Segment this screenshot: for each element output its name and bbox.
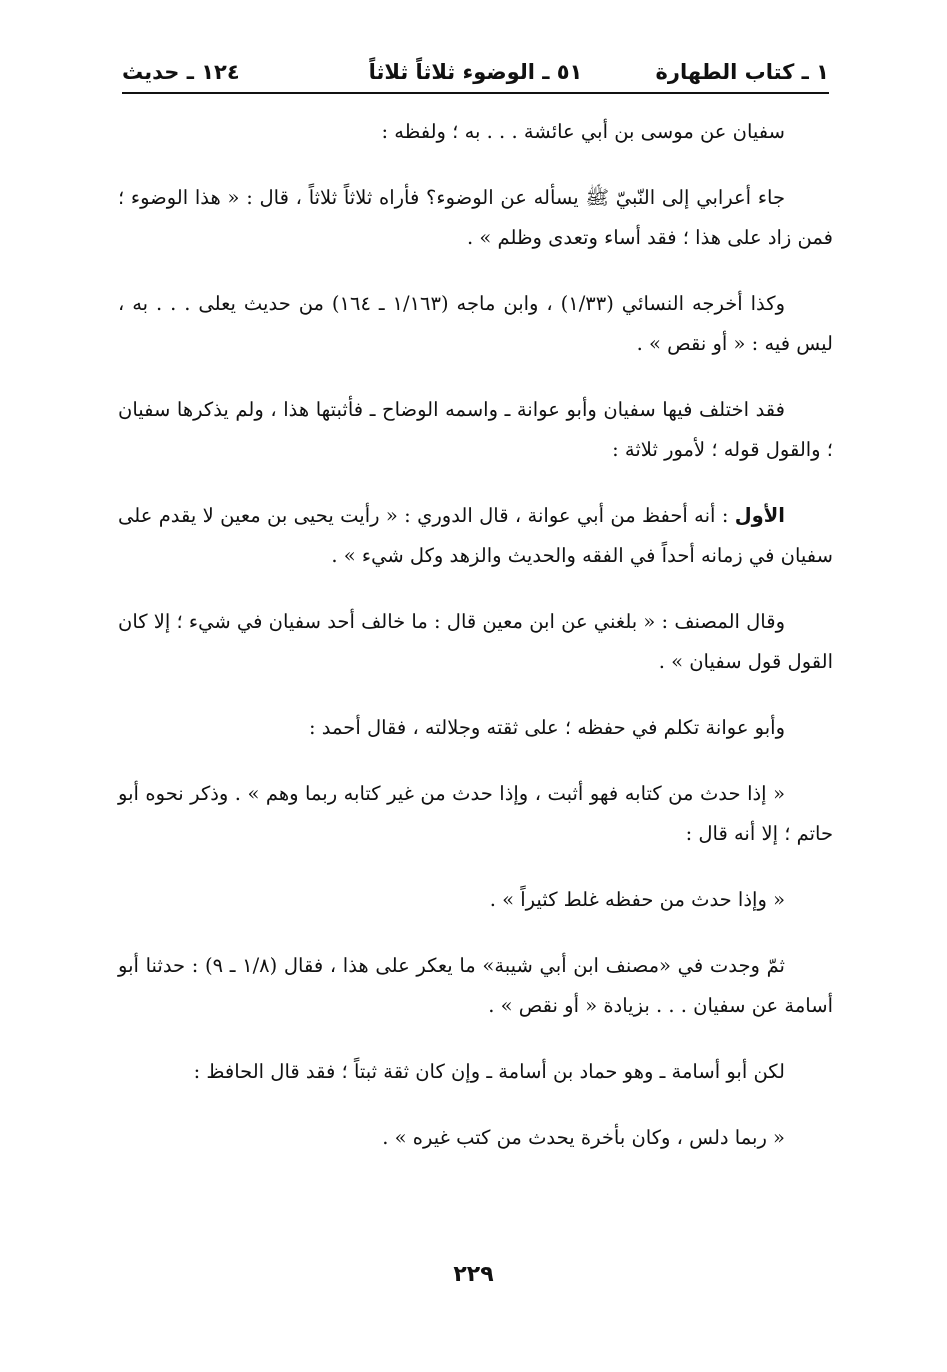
paragraph-lead-word: الأول: [734, 504, 785, 527]
paragraph: سفيان عن موسى بن أبي عائشة . . . به ؛ ولفظه :: [381, 120, 785, 143]
paragraph: وقال المصنف : « بلغني عن ابن معين قال : ما خالف أحد سفيان في شيء ؛ إلا كان القول قول سفيان » .: [118, 610, 833, 673]
paragraph: « ربما دلس ، وكان بأخرة يحدث من كتب غيره » .: [382, 1126, 785, 1149]
paragraph: فقد اختلف فيها سفيان وأبو عوانة ـ واسمه الوضاح ـ فأثبتها هذا ، ولم يذكرها سفيان ؛ والقول قوله ؛ لأمور ثلاثة :: [118, 398, 833, 461]
paragraph: « إذا حدث من كتابه فهو أثبت ، وإذا حدث من غير كتابه ربما وهم » . وذكر نحوه أبو حاتم ؛ إلا أنه قال :: [118, 782, 833, 845]
paragraph-text: : أنه أحفظ من أبي عوانة ، قال الدوري : « رأيت يحيى بن معين لا يقدم على سفيان في زمانه أحداً في الفقه والحديث والزهد وكل شيء » .: [118, 504, 833, 567]
header-chapter-title: ٥١ ـ الوضوء ثلاثاً ثلاثاً: [368, 60, 583, 84]
header-book-title: ١ ـ كتاب الطهارة: [655, 60, 829, 84]
header-hadith-number: ١٢٤ ـ حديث: [122, 60, 240, 84]
paragraph: جاء أعرابي إلى النّبيّ ﷺ يسأله عن الوضوء؟ فأراه ثلاثاً ثلاثاً ، قال : « هذا الوضوء ؛ فمن زاد على هذا ؛ فقد أساء وتعدى وظلم » .: [118, 186, 833, 249]
page-number: ٢٢٩: [453, 1262, 494, 1287]
running-header: [122, 56, 829, 94]
paragraph: لكن أبو أسامة ـ وهو حماد بن أسامة ـ وإن كان ثقة ثبتاً ؛ فقد قال الحافظ :: [193, 1060, 785, 1083]
paragraph: ثمّ وجدت في «مصنف ابن أبي شيبة» ما يعكر على هذا ، فقال (١/٨ ـ ٩) : حدثنا أبو أسامة عن سفيان . . . بزيادة « أو نقص » .: [118, 954, 833, 1017]
paragraph: « وإذا حدث من حفظه غلط كثيراً » .: [489, 888, 785, 911]
page-body: [118, 112, 833, 1184]
paragraph: [118, 496, 833, 576]
paragraph: وكذا أخرجه النسائي (١/٣٣) ، وابن ماجه (١/١٦٣ ـ ١٦٤) من حديث يعلى . . . به ، ليس فيه : « أو نقص » .: [118, 292, 833, 355]
paragraph: وأبو عوانة تكلم في حفظه ؛ على ثقته وجلالته ، فقال أحمد :: [309, 716, 785, 739]
